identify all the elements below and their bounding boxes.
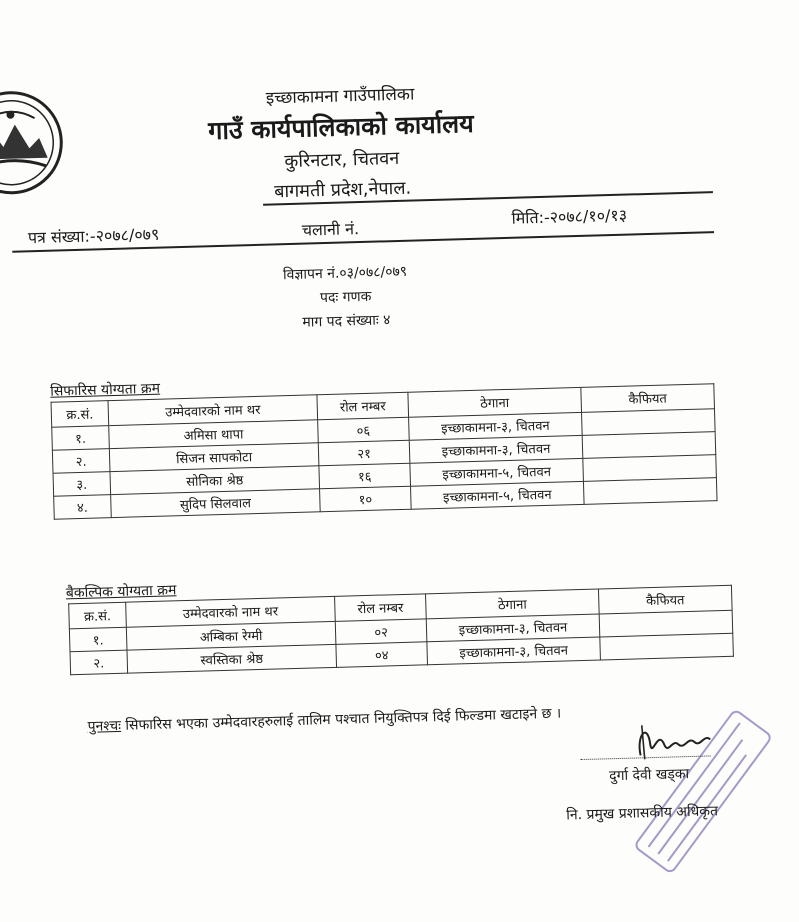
post-name: पदः गणक: [319, 288, 372, 307]
cell-roll: २१: [318, 440, 410, 466]
recommended-title: सिफारिस योग्यता क्रम: [50, 380, 161, 400]
reference-line: [11, 201, 714, 253]
cell-name: अमिसा थापा: [109, 420, 319, 449]
government-emblem-icon: [0, 87, 67, 198]
cell-serial: २.: [70, 650, 128, 675]
cell-roll: ०२: [335, 619, 427, 645]
office-location: कुरिनटार, चितवन: [284, 147, 400, 173]
office-title: गाउँ कार्यपालिकाको कार्यालय: [207, 108, 474, 146]
cell-serial: ३.: [53, 472, 111, 497]
cell-address: इच्छाकामना-३, चितवन: [426, 614, 600, 642]
header-cell: कैफियत: [581, 384, 715, 413]
header-cell: रोल नम्बर: [335, 594, 427, 622]
cell-address: इच्छाकामना-३, चितवन: [409, 412, 583, 440]
cell-name: सिजन सापकोटा: [109, 443, 319, 472]
cell-serial: २.: [52, 449, 110, 474]
cell-roll: ०४: [336, 642, 428, 668]
cell-serial: १.: [69, 627, 127, 652]
header-cell: उम्मेदवारको नाम थर: [108, 395, 318, 426]
cell-remarks: [600, 633, 734, 660]
recommended-table: [51, 383, 718, 519]
cell-roll: १६: [319, 463, 411, 489]
cell-address: इच्छाकामना-५, चितवन: [410, 458, 584, 486]
cell-name: अम्बिका रेग्मी: [126, 621, 336, 650]
alternate-title: बैकल्पिक योग्यता क्रम: [65, 582, 177, 602]
signatory-name: दुर्गा देवी खड्का: [608, 766, 690, 785]
cell-roll: ०६: [318, 417, 410, 443]
footnote-text: सिफारिस भएका उम्मेदवारहरुलाई तालिम पश्चात नियुक्तिपत्र दिई फिल्डमा खटाइने छ ।: [125, 705, 562, 734]
footnote-label: पुनश्चः: [87, 717, 122, 735]
cell-serial: ४.: [54, 495, 112, 520]
advert-number: विज्ञापन नं.०३/०७८/०७९: [282, 263, 408, 284]
header-cell: उम्मेदवारको नाम थर: [126, 596, 336, 627]
cell-name: स्वस्तिका श्रेष्ठ: [127, 644, 337, 673]
cell-address: इच्छाकामना-५, चितवन: [411, 481, 585, 509]
letter-number: पत्र संख्या:-२०७८/०७९: [27, 224, 160, 248]
header-cell: रोल नम्बर: [317, 392, 409, 420]
cell-address: इच्छाकामना-३, चितवन: [427, 637, 601, 665]
header-cell: ठेगाना: [426, 589, 600, 619]
province-country: बागमती प्रदेश,नेपाल.: [273, 177, 412, 203]
dispatch-number: चलानी नं.: [301, 219, 360, 240]
header-cell: क्र.सं.: [51, 401, 109, 428]
demand-count: माग पद संख्याः ४: [302, 312, 391, 331]
signature-icon: [630, 713, 717, 761]
cell-remarks: [583, 478, 717, 505]
signatory-title: नि. प्रमुख प्रशासकीय अधिकृत: [566, 803, 719, 824]
cell-roll: १०: [320, 486, 412, 512]
cell-serial: १.: [52, 426, 110, 451]
letter-date: मिति:-२०७८/१०/१३: [511, 205, 628, 228]
org-name-small: इच्छाकामना गाउँपालिका: [265, 84, 415, 109]
header-cell: क्र.सं.: [69, 602, 127, 629]
header-cell: ठेगाना: [408, 387, 582, 417]
cell-name: सोनिका श्रेष्ठ: [110, 466, 320, 495]
header-cell: कैफियत: [598, 585, 732, 614]
cell-address: इच्छाकामना-३, चितवन: [409, 435, 583, 463]
footnote: [87, 704, 561, 736]
cell-name: सुदिप सिलवाल: [111, 489, 321, 518]
